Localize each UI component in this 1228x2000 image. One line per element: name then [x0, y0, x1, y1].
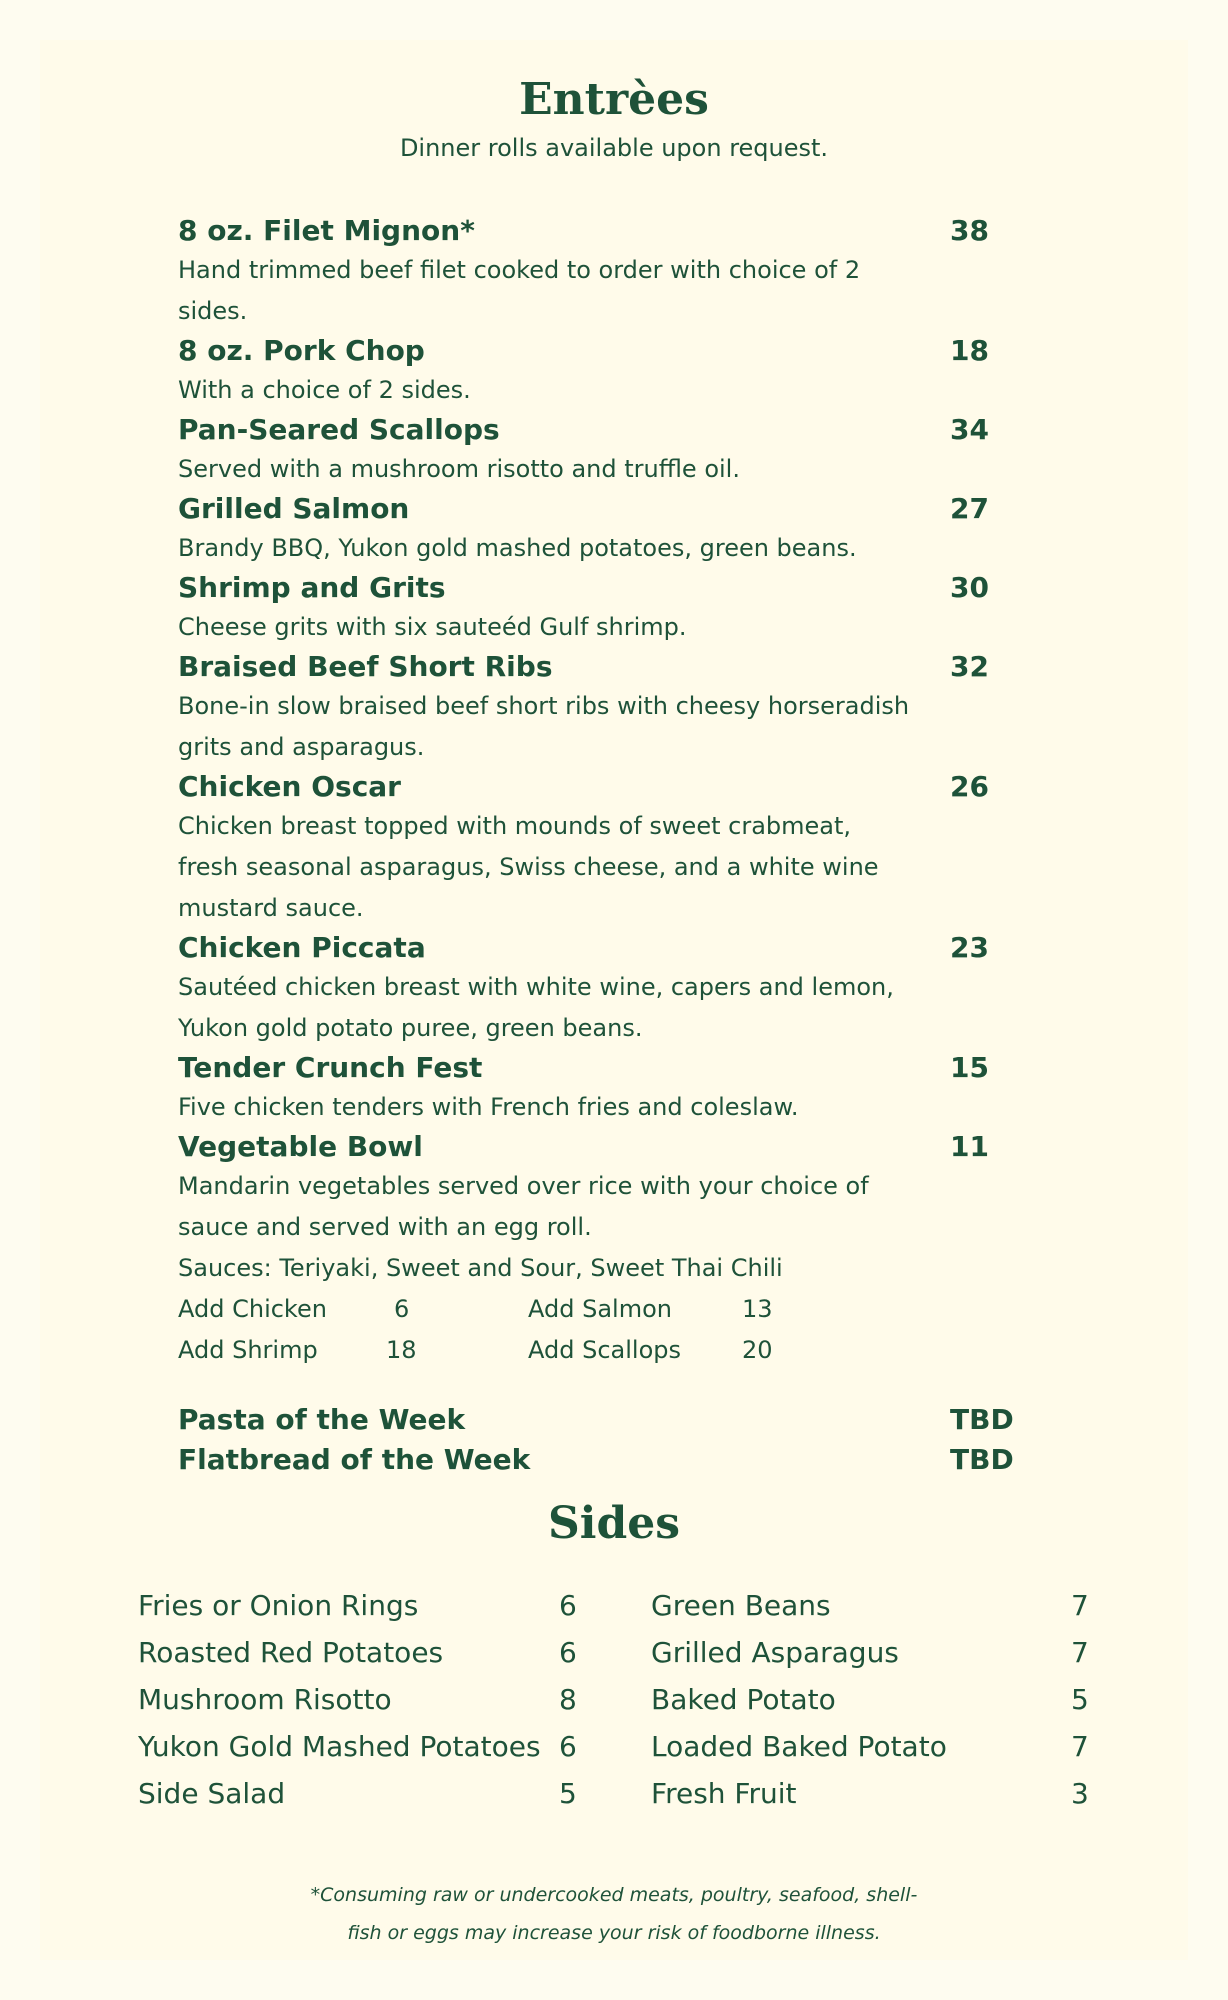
entrees-title: Entrèes [519, 74, 709, 125]
item-name: Chicken Oscar [178, 770, 401, 803]
item-price: 34 [950, 413, 989, 446]
side-price: 3 [1071, 1777, 1089, 1810]
side-name: Green Beans [651, 1589, 831, 1622]
side-price: 7 [1071, 1730, 1089, 1763]
item-description: grits and asparagus. [178, 733, 425, 761]
side-item [138, 1723, 578, 1770]
item-name: Grilled Salmon [178, 492, 410, 525]
side-price: 6 [559, 1730, 577, 1763]
item-name: Tender Crunch Fest [178, 1051, 483, 1084]
item-description: Served with a mushroom risotto and truffle oil. [178, 455, 740, 483]
addon-label: Add Shrimp [178, 1336, 318, 1364]
item-price: 32 [950, 650, 989, 683]
item-price: 30 [950, 571, 989, 604]
addon-row [178, 1289, 1018, 1330]
item-price: 23 [950, 931, 989, 964]
item-description: With a choice of 2 sides. [178, 376, 471, 404]
weekly-item-price: TBD [950, 1443, 1014, 1476]
side-price: 7 [1071, 1636, 1089, 1669]
menu-item [178, 490, 1018, 569]
side-name: Fries or Onion Rings [138, 1589, 419, 1622]
addon-price: 18 [386, 1336, 417, 1364]
sides-right-column [651, 1582, 1101, 1817]
addon-label: Add Scallops [528, 1336, 681, 1364]
side-name: Yukon Gold Mashed Potatoes [138, 1730, 541, 1763]
item-price: 15 [950, 1051, 989, 1084]
menu-item [178, 929, 1018, 1049]
item-name: 8 oz. Pork Chop [178, 334, 425, 367]
item-description: Mandarin vegetables served over rice with your choice of [178, 1172, 869, 1200]
side-item [651, 1676, 1101, 1723]
item-description: Chicken breast topped with mounds of sweet crabmeat, [178, 812, 852, 840]
weekly-specials [178, 1400, 1018, 1480]
menu-item [178, 1128, 1018, 1289]
sides-left-column [138, 1582, 578, 1817]
item-description: Yukon gold potato puree, green beans. [178, 1014, 643, 1042]
item-name: 8 oz. Filet Mignon* [178, 214, 475, 247]
side-item [138, 1582, 578, 1629]
disclaimer-line: *Consuming raw or undercooked meats, poultry, seafood, shell- [310, 1884, 918, 1906]
item-description: Bone-in slow braised beef short ribs with cheesy horseradish [178, 692, 910, 720]
item-name: Chicken Piccata [178, 931, 426, 964]
menu-item [178, 648, 1018, 768]
item-price: 11 [950, 1130, 989, 1163]
weekly-item [178, 1440, 1018, 1480]
menu-item [178, 332, 1018, 411]
menu-item [178, 1049, 1018, 1128]
disclaimer-line: fish or eggs may increase your risk of foodborne illness. [347, 1922, 881, 1944]
sauce-options: Sauces: Teriyaki, Sweet and Sour, Sweet Thai Chili [178, 1254, 783, 1282]
menu-item [178, 768, 1018, 929]
side-price: 7 [1071, 1589, 1089, 1622]
menu-item [178, 411, 1018, 490]
side-item [138, 1770, 578, 1817]
side-name: Fresh Fruit [651, 1777, 797, 1810]
addon-price: 13 [742, 1295, 773, 1323]
side-name: Loaded Baked Potato [651, 1730, 947, 1763]
menu-item [178, 569, 1018, 648]
addon-label: Add Chicken [178, 1295, 327, 1323]
item-name: Vegetable Bowl [178, 1130, 423, 1163]
item-name: Shrimp and Grits [178, 571, 446, 604]
weekly-item [178, 1400, 1018, 1440]
health-disclaimer [0, 1876, 1228, 1952]
side-name: Grilled Asparagus [651, 1636, 899, 1669]
item-price: 18 [950, 334, 989, 367]
weekly-item-name: Flatbread of the Week [178, 1443, 531, 1476]
side-price: 6 [559, 1636, 577, 1669]
item-description: mustard sauce. [178, 894, 364, 922]
menu-item [178, 212, 1018, 332]
item-name: Pan-Seared Scallops [178, 413, 500, 446]
item-description: Cheese grits with six sauteéd Gulf shrimp. [178, 613, 687, 641]
item-name: Braised Beef Short Ribs [178, 650, 553, 683]
item-description: Hand trimmed beef filet cooked to order with choice of 2 sides. [178, 256, 861, 325]
item-price: 38 [950, 214, 989, 247]
side-item [138, 1676, 578, 1723]
side-name: Side Salad [138, 1777, 286, 1810]
addon-price: 6 [394, 1295, 410, 1323]
addon-row [178, 1330, 1018, 1371]
side-price: 8 [559, 1683, 577, 1716]
side-item [651, 1770, 1101, 1817]
addon-price: 20 [742, 1336, 773, 1364]
addon-label: Add Salmon [528, 1295, 672, 1323]
item-price: 27 [950, 492, 989, 525]
side-price: 5 [559, 1777, 577, 1810]
side-item [138, 1629, 578, 1676]
item-description: sauce and served with an egg roll. [178, 1213, 592, 1241]
item-price: 26 [950, 770, 989, 803]
weekly-item-price: TBD [950, 1403, 1014, 1436]
side-price: 5 [1071, 1683, 1089, 1716]
item-description: Five chicken tenders with French fries and coleslaw. [178, 1093, 799, 1121]
entrees-subtitle: Dinner rolls available upon request. [399, 134, 829, 162]
weekly-item-name: Pasta of the Week [178, 1403, 466, 1436]
item-description: Brandy BBQ, Yukon gold mashed potatoes, green beans. [178, 534, 857, 562]
item-description: fresh seasonal asparagus, Swiss cheese, and a white wine [178, 853, 879, 881]
side-name: Baked Potato [651, 1683, 836, 1716]
side-name: Mushroom Risotto [138, 1683, 392, 1716]
item-description: Sautéed chicken breast with white wine, capers and lemon, [178, 973, 894, 1001]
side-item [651, 1582, 1101, 1629]
side-item [651, 1723, 1101, 1770]
side-item [651, 1629, 1101, 1676]
side-name: Roasted Red Potatoes [138, 1636, 444, 1669]
side-price: 6 [559, 1589, 577, 1622]
entree-list [178, 212, 1018, 1371]
sides-title: Sides [547, 1498, 681, 1549]
